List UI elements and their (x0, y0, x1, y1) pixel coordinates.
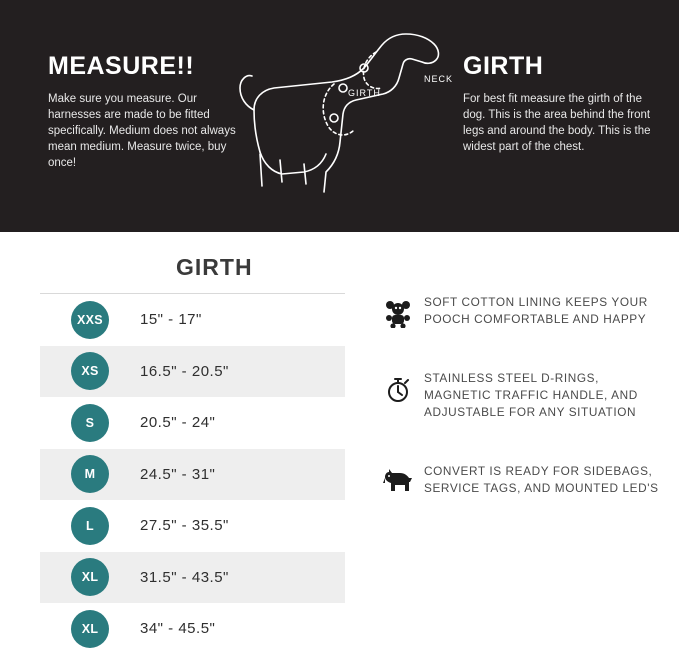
feature-text: SOFT COTTON LINING KEEPS YOUR POOCH COMFORTABLE AND HAPPY (424, 295, 648, 326)
sizing-table-title: GIRTH (176, 254, 253, 280)
size-range: 15" - 17" (140, 311, 202, 329)
girth-block (463, 52, 661, 155)
size-range: 20.5" - 24" (140, 414, 216, 432)
table-row (40, 552, 345, 604)
measure-heading: MEASURE!! (48, 52, 195, 80)
feature-item (372, 294, 662, 328)
sizing-panel (0, 232, 679, 660)
size-badge: M (71, 455, 109, 493)
stopwatch-icon (372, 370, 424, 404)
size-range: 24.5" - 31" (140, 465, 216, 483)
size-badge: XS (71, 352, 109, 390)
girth-heading: GIRTH (463, 52, 544, 80)
dog-outline-illustration (236, 14, 446, 214)
table-row (40, 346, 345, 398)
size-range: 27.5" - 35.5" (140, 517, 229, 535)
feature-item (372, 463, 662, 497)
table-row (40, 294, 345, 346)
feature-item (372, 370, 662, 421)
feature-text: STAINLESS STEEL D-RINGS, MAGNETIC TRAFFIC HANDLE, AND ADJUSTABLE FOR ANY SITUATION (424, 371, 638, 419)
measure-block (48, 52, 238, 171)
dog-icon (372, 463, 424, 493)
table-row (40, 500, 345, 552)
size-badge: S (71, 404, 109, 442)
hero-panel (0, 0, 679, 232)
size-range: 31.5" - 43.5" (140, 568, 229, 586)
teddy-bear-icon (372, 294, 424, 328)
girth-body: For best fit measure the girth of the dog. This is the area behind the front legs and around the body. This is the widest part of the chest. (463, 93, 651, 153)
size-badge: XL (71, 610, 109, 648)
diagram-label-neck: NECK (424, 74, 454, 84)
table-row (40, 603, 345, 655)
size-chart-table (40, 294, 345, 655)
size-range: 34" - 45.5" (140, 620, 216, 638)
feature-list (372, 294, 662, 539)
table-row (40, 397, 345, 449)
table-row (40, 449, 345, 501)
size-badge: XL (71, 558, 109, 596)
feature-text: CONVERT IS READY FOR SIDEBAGS, SERVICE TAGS, AND MOUNTED LED'S (424, 464, 659, 495)
size-badge: L (71, 507, 109, 545)
measure-body: Make sure you measure. Our harnesses are made to be fitted specifically. Medium does not always mean medium. Measure twice, buy once! (48, 93, 236, 169)
size-range: 16.5" - 20.5" (140, 362, 229, 380)
diagram-label-girth: GIRTH (348, 88, 381, 98)
size-badge: XXS (71, 301, 109, 339)
